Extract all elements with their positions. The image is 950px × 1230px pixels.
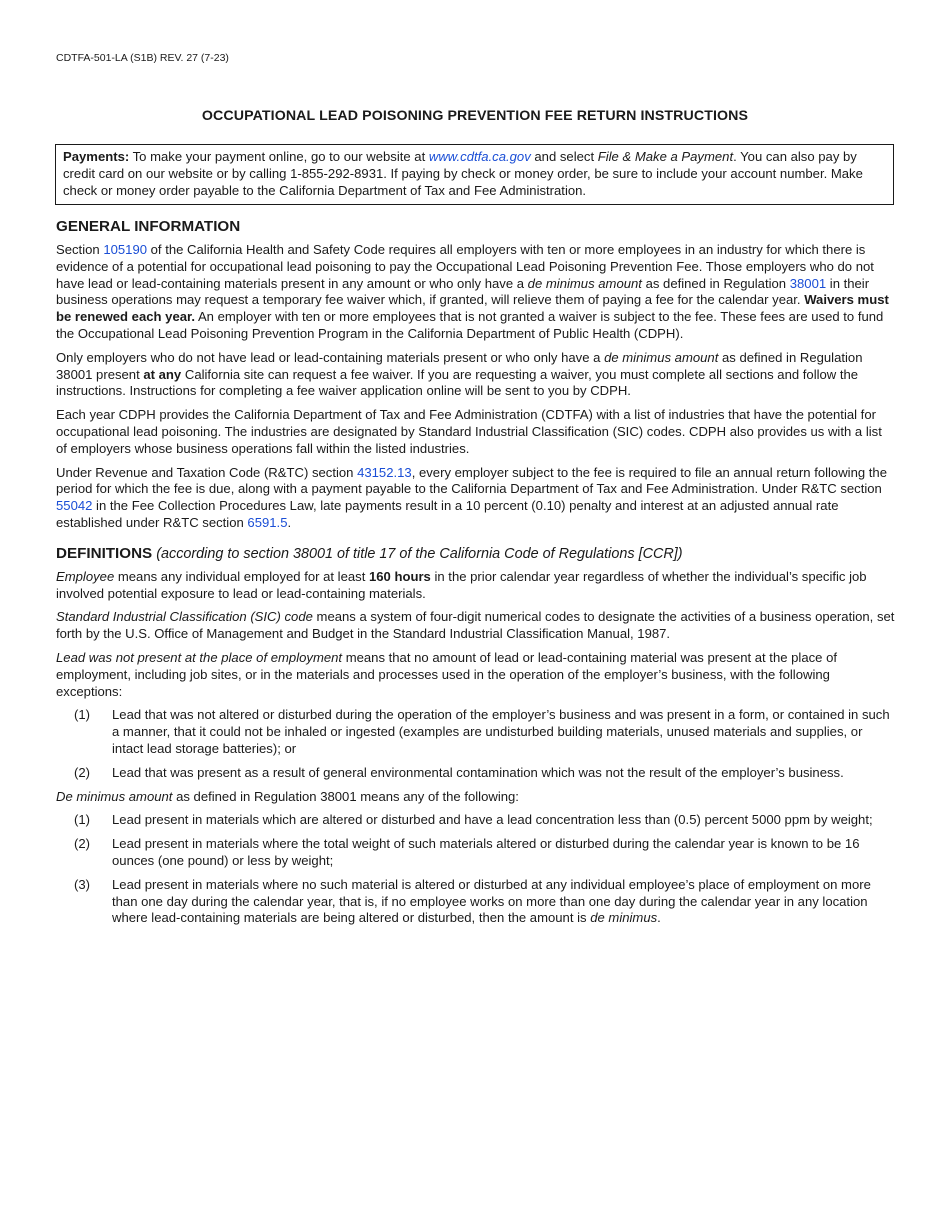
list-item <box>56 836 896 870</box>
text: in the prior calendar year regardless of whether the individual’s specific job involved potential exposure to lead or lead-containing materials. <box>56 568 867 601</box>
text: California site can request a fee waiver. If you are requesting a waiver, you must complete all sections and follow the instructions. Instructions for completing a fee waiver application online will be sent to you by CDPH. <box>56 366 859 399</box>
item-number: (1) <box>74 812 91 828</box>
instructions-content <box>56 218 896 934</box>
item-text: Lead that was present as a result of general environmental contamination which was not the result of the employer’s business. <box>112 764 844 780</box>
payment-menu-name: File & Make a Payment <box>597 149 734 164</box>
rtc-43152-13-link[interactable]: 43152.13 <box>357 464 412 480</box>
text: means a system of four-digit numerical codes to designate the activities of a business operation, set forth by the U.S. Office of Management and Budget in the Standard Industrial Classification Manual, 1987. <box>56 609 895 642</box>
general-information-heading: GENERAL INFORMATION <box>56 218 241 235</box>
rtc-6591-5-link[interactable]: 6591.5 <box>247 514 288 530</box>
item-number: (3) <box>74 876 91 892</box>
term: Standard Industrial Classification (SIC) code <box>56 609 313 625</box>
page-title: OCCUPATIONAL LEAD POISONING PREVENTION FEE RETURN INSTRUCTIONS <box>201 108 749 124</box>
website-link[interactable]: www.cdtfa.ca.gov <box>428 149 531 164</box>
definition-employee <box>56 569 896 603</box>
payments-text-2: and select <box>530 149 598 164</box>
term: de minimus <box>590 910 658 926</box>
text: . <box>287 514 292 530</box>
regulation-38001-link[interactable]: 38001 <box>789 275 827 291</box>
general-paragraph-2 <box>56 350 896 400</box>
text: Lead present in materials where no such material is altered or disturbed at any individual employee’s place of employment on more than one day during the calendar year, that is, if no employee works on more than one day during the calendar year in any location where lead-containing materials are being altered or disturbed, then the amount is <box>112 876 871 926</box>
item-number: (2) <box>74 764 91 780</box>
item-text: Lead that was not altered or disturbed during the operation of the employer’s business and was present in a form, or contained in such a manner, that it could not be inhaled or ingested (examples are undisturbed building materials, unused materials and supplies, or intact lead storage batteries); or <box>112 707 890 756</box>
list-item <box>56 877 896 927</box>
definition-lead-not-present <box>56 650 896 700</box>
definition-sic-code <box>56 609 896 643</box>
item-text <box>112 877 896 927</box>
term: Lead was not present at the place of employment <box>56 649 343 665</box>
text: in their business operations may request a temporary fee waiver which, if granted, will relieve them of paying a fee for the calendar year. <box>56 275 870 308</box>
item-text: Lead present in materials where the total weight of such materials altered or disturbed during the calendar year is known to be 16 ounces (one pound) or less by weight; <box>112 836 860 868</box>
term: Employee <box>56 568 115 584</box>
text: in the Fee Collection Procedures Law, late payments result in a 10 percent (0.10) penalty and interest at an adjusted annual rate established under R&TC section <box>56 498 839 530</box>
text: as defined in Regulation 38001 present <box>56 349 863 382</box>
text: means any individual employed for at least <box>114 568 369 584</box>
general-paragraph-4 <box>56 465 896 532</box>
text: as defined in Regulation <box>641 275 790 291</box>
payments-box <box>55 144 894 205</box>
definitions-subheading: (according to section 38001 of title 17 of the California Code of Regulations [CCR]) <box>152 545 683 562</box>
waiver-renewal-notice: Waivers must be renewed each year. <box>56 292 889 325</box>
item-text: Lead present in materials which are altered or disturbed and have a lead concentration less than (0.5) percent 5000 ppm by weight; <box>112 812 873 828</box>
payments-label: Payments: <box>63 149 130 164</box>
emphasis: at any <box>143 366 182 382</box>
item-number: (1) <box>74 707 91 723</box>
text: Section <box>56 242 104 257</box>
rtc-55042-link[interactable]: 55042 <box>56 498 93 514</box>
general-paragraph-3: Each year CDPH provides the California Department of Tax and Fee Administration (CDTFA) with a list of industries that have the potential for occupational lead poisoning. The industries are designated by Standard Industrial Classification (SIC) codes. CDPH also provides us with a list of employers whose business operations fall within the listed industries. <box>56 407 882 456</box>
payments-text-1: To make your payment online, go to our website at <box>129 149 429 164</box>
text: An employer with ten or more employees that is not granted a waiver is subject to the fee. These fees are used to fund the Occupational Lead Poisoning Prevention Program in the California Department of Public Health (CDPH). <box>56 309 884 341</box>
term: de minimus amount <box>604 349 719 365</box>
text: , every employer subject to the fee is required to file an annual return following the period for which the fee is due, along with a payment payable to the California Department of Tax and Fee Administration. Under R&TC section <box>56 464 887 497</box>
list-item <box>56 707 896 757</box>
form-id: CDTFA-501-LA (S1B) REV. 27 (7-23) <box>56 52 229 64</box>
term: De minimus amount <box>56 788 173 804</box>
general-paragraph-1 <box>56 242 896 343</box>
hsc-105190-link[interactable]: 105190 <box>103 242 148 257</box>
text: of the California Health and Safety Code requires all employers with ten or more employees in an industry for which there is evidence of a potential for occupational lead poisoning to pay the Occupational Lead Poisoning Prevention Fee. Those employers who do not have lead or lead-containing materials present in any amount or who only have a <box>56 242 874 291</box>
definitions-title: DEFINITIONS <box>56 544 153 562</box>
text: means that no amount of lead or lead-containing material was present at the place of employment, including job sites, or in the materials and processes used in the operation of the employer’s business, with the following exceptions: <box>56 649 838 699</box>
term: de minimus amount <box>527 275 642 291</box>
definition-de-minimus <box>56 789 896 806</box>
text: . <box>657 910 661 926</box>
payments-text-3: . You can also pay by credit card on our website or by calling 1-855-292-8931. If paying by check or money order, be sure to include your account number. Make check or money order payable to the California Department of Tax and Fee Administration. <box>63 149 863 198</box>
emphasis: 160 hours <box>368 568 431 584</box>
text: Under Revenue and Taxation Code (R&TC) section <box>56 464 358 480</box>
list-item <box>56 812 896 829</box>
definitions-heading <box>56 545 896 563</box>
text: as defined in Regulation 38001 means any of the following: <box>172 788 519 804</box>
item-number: (2) <box>74 836 91 852</box>
list-item <box>56 765 896 782</box>
text: Only employers who do not have lead or lead-containing materials present or who only have a <box>56 349 605 365</box>
